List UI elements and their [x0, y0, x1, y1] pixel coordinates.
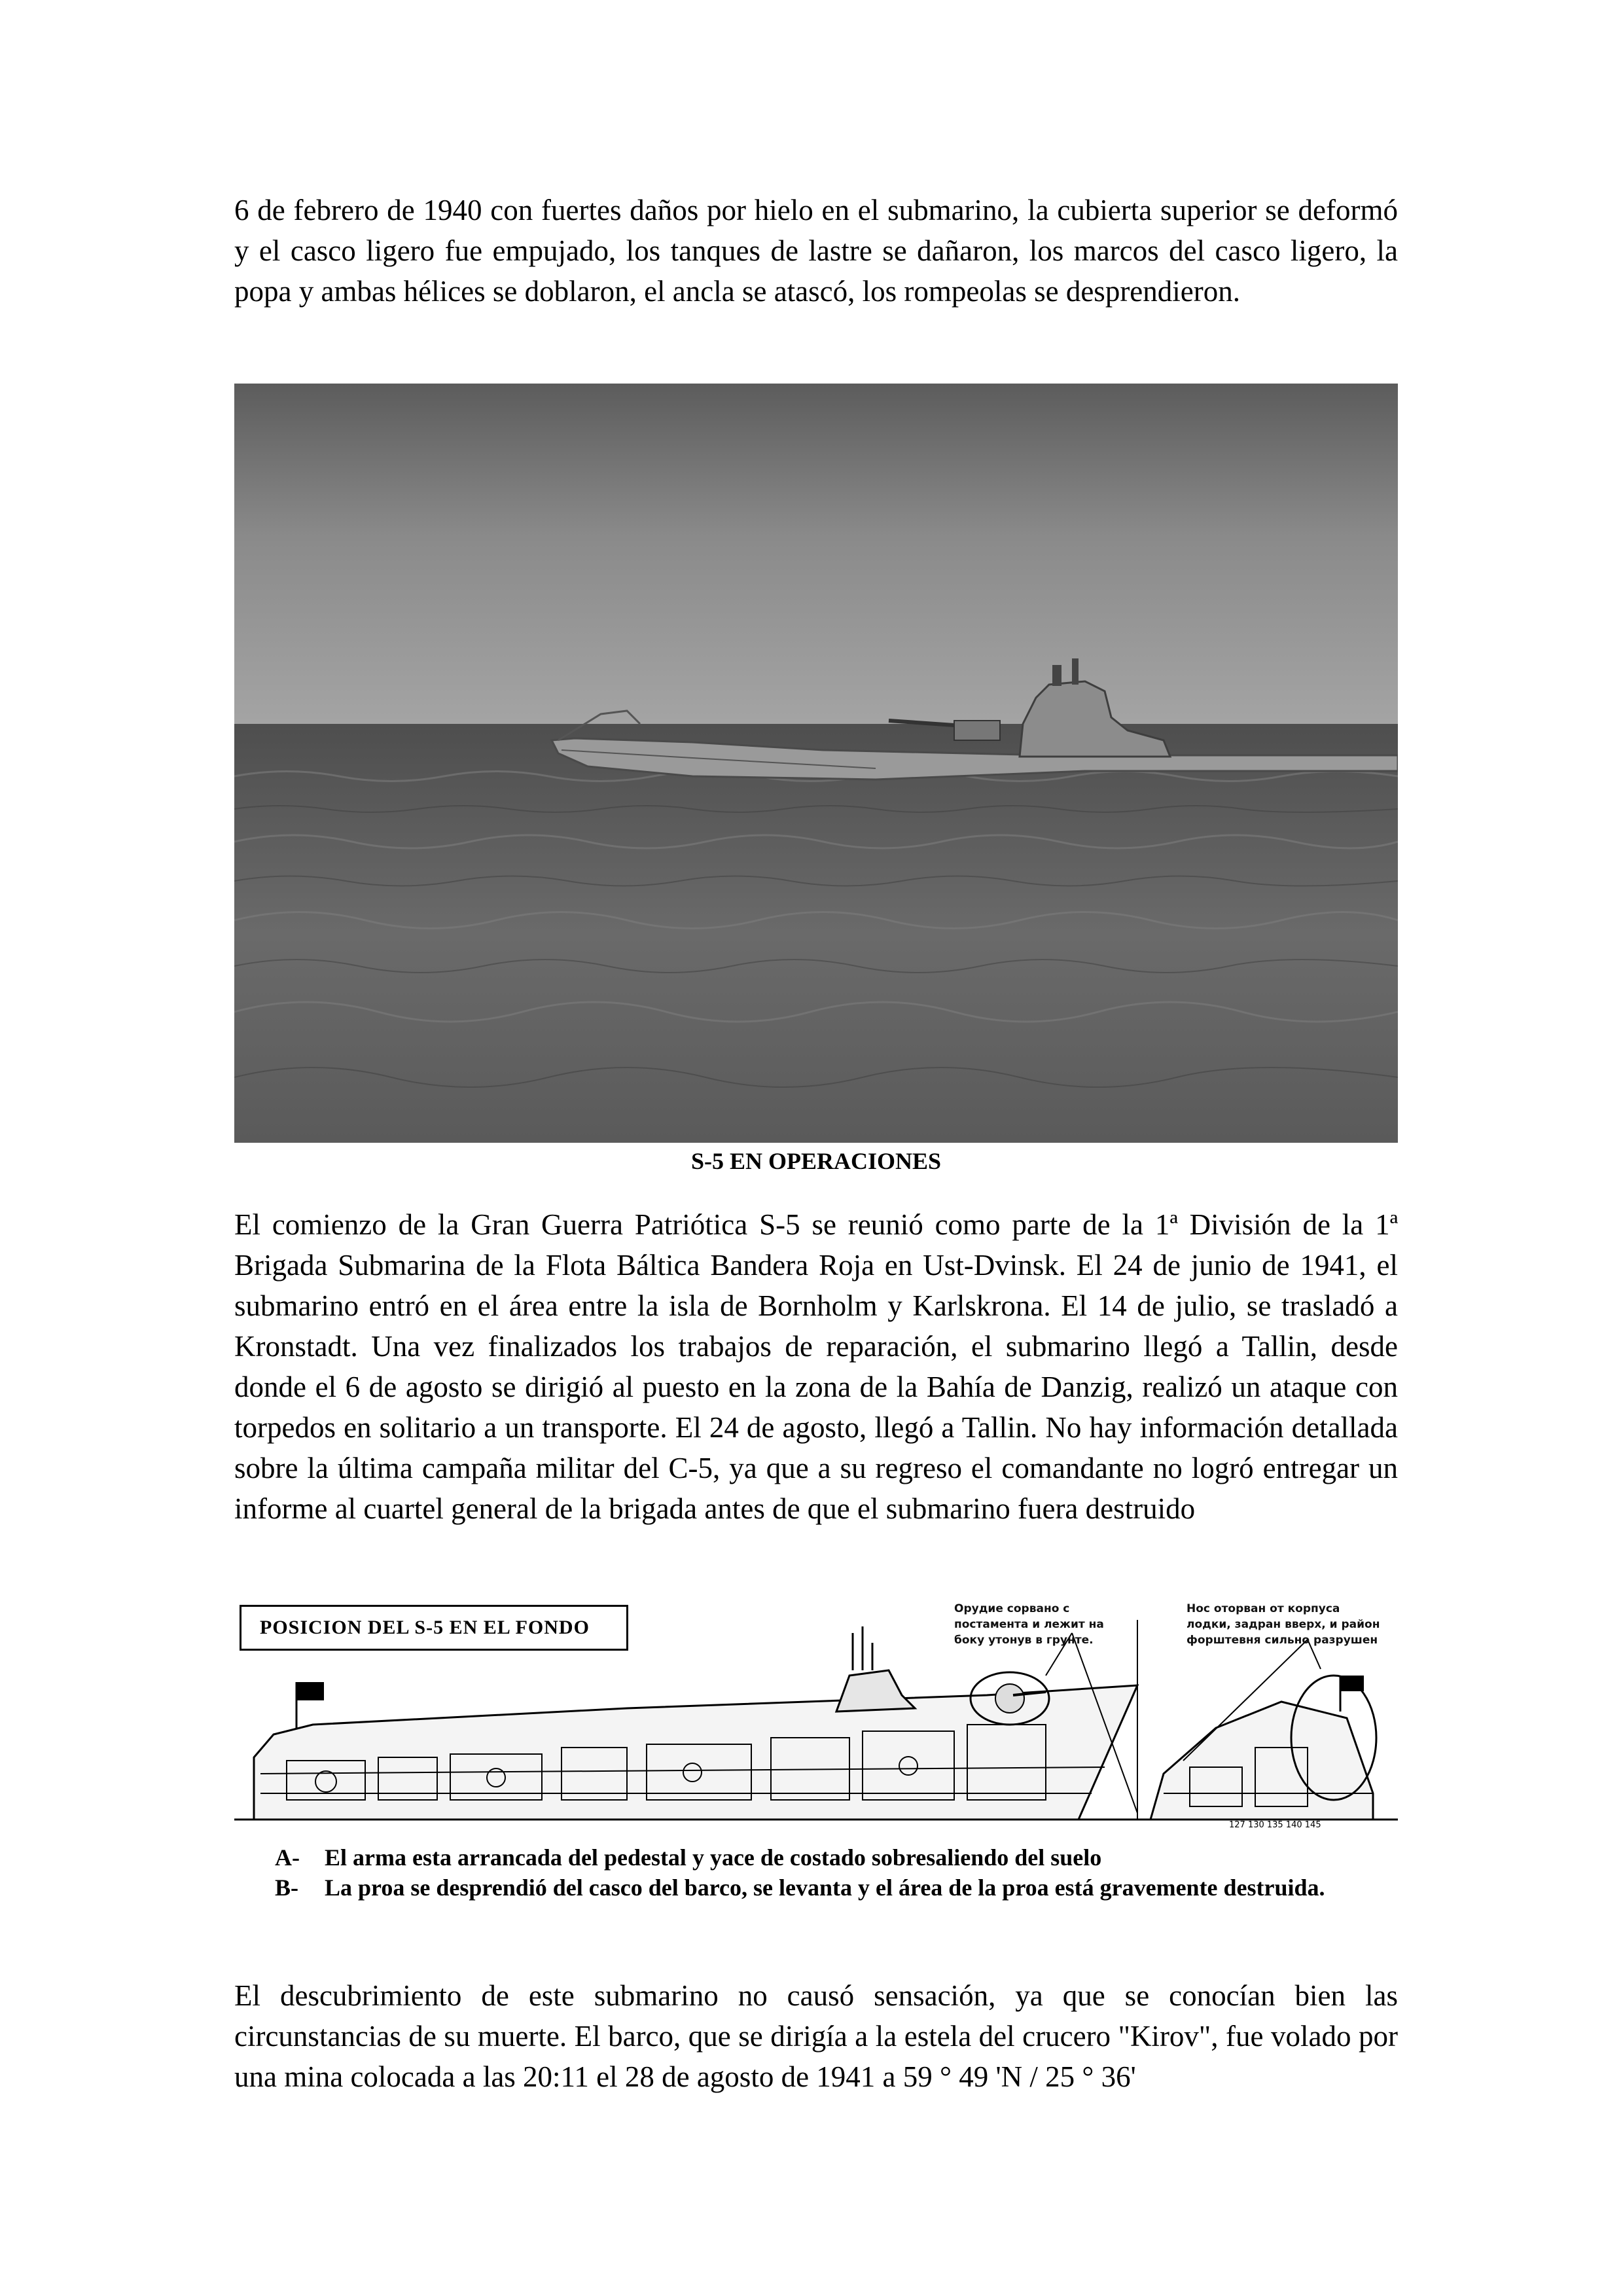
- legend-text: El arma esta arrancada del pedestal y yace de costado sobresaliendo del suelo: [325, 1844, 1102, 1871]
- legend-item-a: [275, 1842, 1398, 1873]
- legend-text: La proa se desprendió del casco del barco, se levanta y el área de la proa está gravemente destruida.: [325, 1874, 1325, 1901]
- submarine-photo-graphic: [234, 384, 1398, 1143]
- frame-numbers: 127 130 135 140 145: [1229, 1820, 1321, 1830]
- wreck-position-diagram: [234, 1597, 1398, 1833]
- diagram-title: POSICION DEL S-5 EN EL FONDO: [240, 1605, 628, 1651]
- legend-item-b: [275, 1873, 1398, 1903]
- diagram-note-gun: Орудие сорвано с постамента и лежит на боку утонув в грунте.: [954, 1602, 1104, 1647]
- paragraph-intro: 6 de febrero de 1940 con fuertes daños por hielo en el submarino, la cubierta superior se deformó y el casco ligero fue empujado, los tanques de lastre se dañaron, los marcos del casco ligero, la popa y ambas hélices se doblaron, el ancla se atascó, los rompeolas se desprendieron.: [234, 194, 1398, 308]
- legend-key: B-: [275, 1874, 298, 1901]
- paragraph-discovery: El descubrimiento de este submarino no causó sensación, ya que se conocían bien las circunstancias de su muerte. El barco, que se dirigía a la estela del crucero "Kirov", fue volado por una mina colocada a las 20:11 el 28 de agosto de 1941 a 59 ° 49 'N / 25 ° 36': [234, 1979, 1398, 2093]
- legend-key: A-: [275, 1844, 300, 1871]
- paragraph-history: El comienzo de la Gran Guerra Patriótica S-5 se reunió como parte de la 1ª División de la 1ª Brigada Submarina de la Flota Báltica Bandera Roja en Ust-Dvinsk. El 24 de junio de 1941, el submarino entró en el área entre la isla de Bornholm y Karlskrona. El 14 de julio, se trasladó a Kronstadt. Una vez finalizados los trabajos de reparación, el submarino llegó a Tallin, desde donde el 6 de agosto se dirigió al puesto en la zona de la Bahía de Danzig, realizó un ataque con torpedos en solitario a un transporte. El 24 de agosto, llegó a Tallin. No hay información detallada sobre la última campaña militar del C-5, ya que a su regreso el comandante no logró entregar un informe al cuartel general de la brigada antes de que el submarino fuera destruido: [234, 1208, 1398, 1525]
- submarine-photo: [234, 384, 1398, 1143]
- photo-caption: S-5 EN OPERACIONES: [690, 1148, 942, 1174]
- diagram-note-bow: Нос оторван от корпуса лодки, задран вверх, и район форштевня сильно разрушен: [1186, 1602, 1380, 1647]
